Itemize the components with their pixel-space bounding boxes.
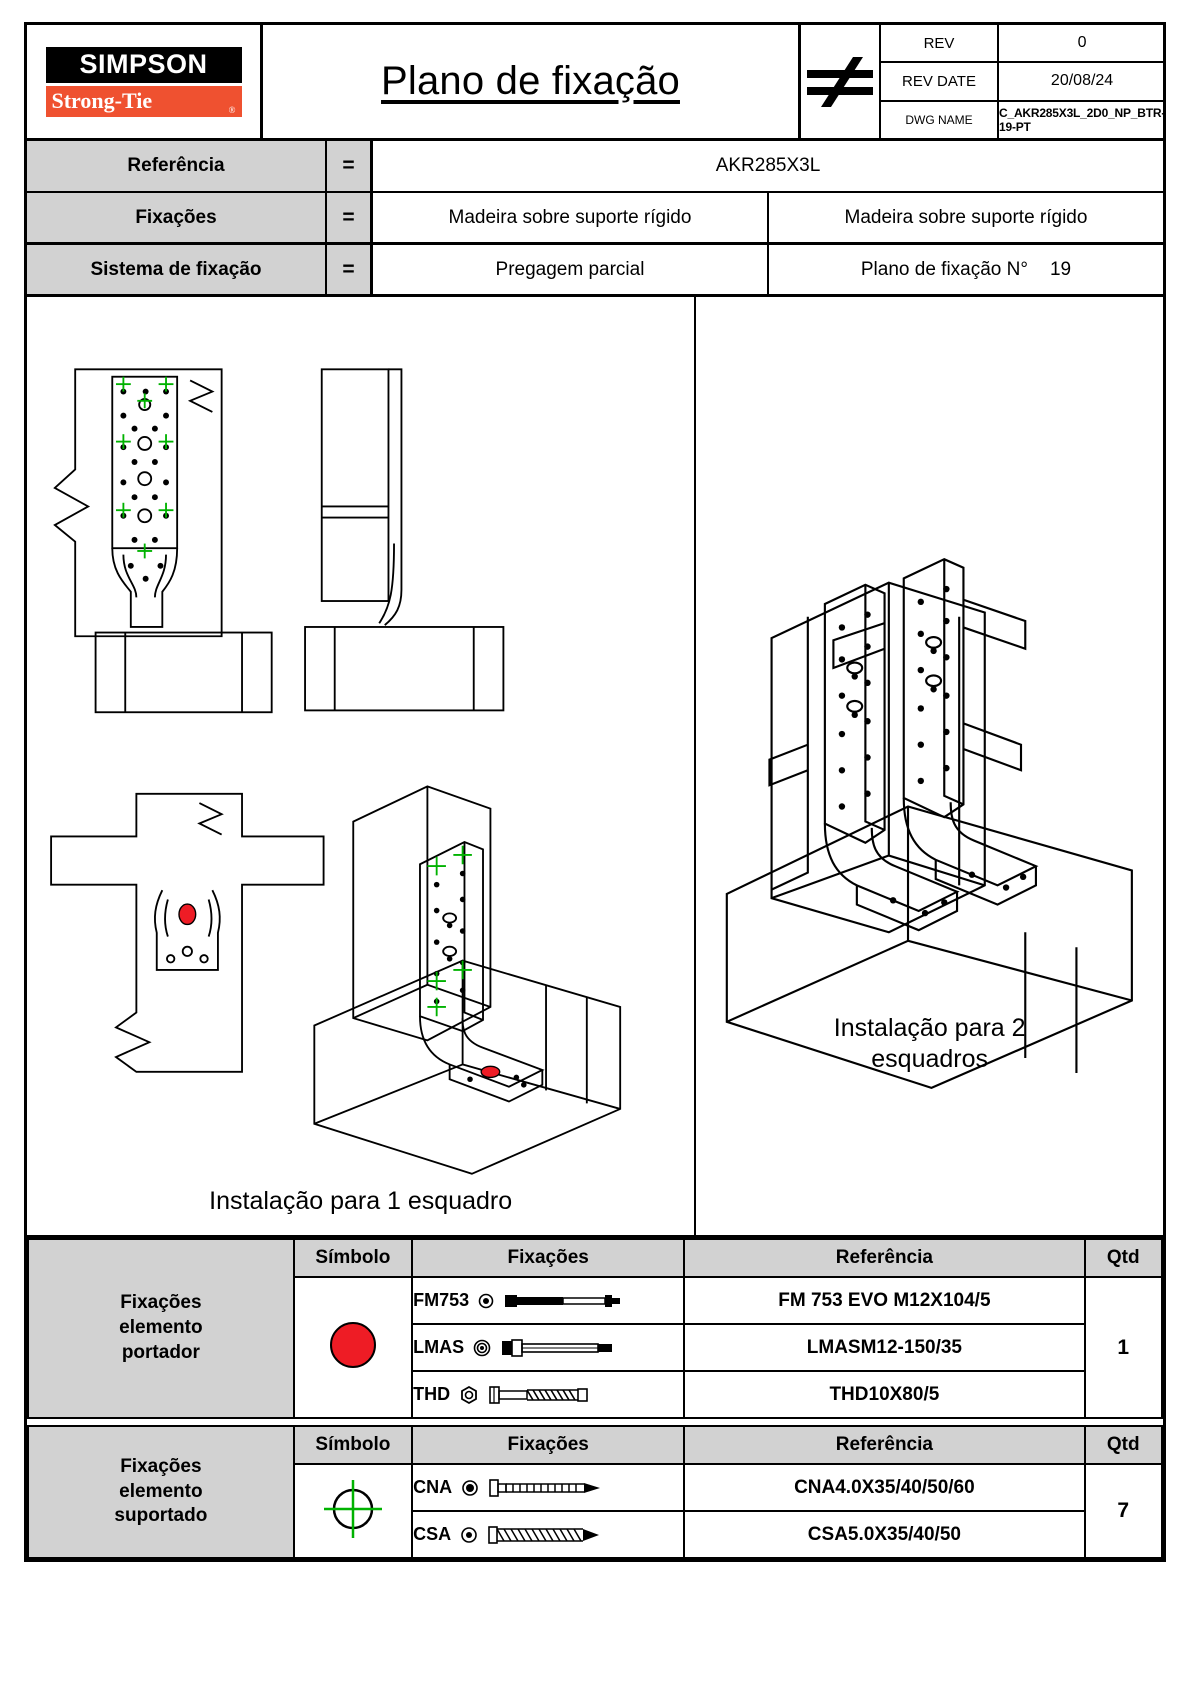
revision-date-row (881, 63, 1165, 101)
info-value-sistema-2 (767, 245, 1163, 294)
drawing-panel-double-bracket (696, 297, 1163, 1235)
info-label-sistema: Sistema de fixação (27, 245, 327, 294)
legend-supporting-element (27, 1238, 1163, 1419)
legend-group-title-2 (28, 1426, 294, 1558)
crosshair-marker (159, 434, 174, 449)
revision-block (801, 25, 1166, 138)
legend-qtd-1: 1 (1085, 1277, 1163, 1418)
legend-fix-cna (412, 1464, 684, 1511)
registered-mark: ® (228, 104, 236, 115)
info-label-fixacoes: Fixações (27, 193, 327, 242)
legend-supported-element (27, 1425, 1163, 1559)
rev-date-label: REV DATE (881, 63, 999, 99)
equals-sign-reference: = (327, 141, 373, 191)
dwg-name-row (881, 102, 1165, 138)
legend-fix-lmas (412, 1324, 684, 1371)
screw-anchor-icon (488, 1385, 608, 1405)
legend-symbol-crosshair (294, 1464, 412, 1558)
logo-strongtie-text (46, 86, 242, 117)
nail-head-icon (461, 1479, 479, 1497)
side-elevation-view (305, 369, 503, 710)
circle-dot-icon (478, 1293, 494, 1309)
legend-ref-csa: CSA5.0X35/40/50 (684, 1511, 1084, 1558)
legend-symbol-red-dot (294, 1277, 412, 1418)
screw-head-icon (460, 1526, 478, 1544)
legend-fix-code-csa: CSA (413, 1524, 452, 1544)
legend-group-title-2-line3: suportado (114, 1505, 208, 1527)
single-bracket-drawings (27, 297, 694, 1235)
legend-header-row-2 (28, 1426, 1162, 1464)
legend-ref-fm753: FM 753 EVO M12X104/5 (684, 1277, 1084, 1324)
legend-head-symbol-2: Símbolo (294, 1426, 412, 1464)
logo-strongtie-label: Strong-Tie (51, 87, 153, 113)
info-row-sistema (27, 245, 1163, 297)
plan-number-wrap (861, 259, 1071, 281)
legend-group-title-1 (28, 1239, 294, 1418)
legend-fix-thd (412, 1371, 684, 1418)
not-equal-symbol-cell (801, 25, 881, 138)
crosshair-marker (159, 503, 174, 518)
anchor-bolt-icon (503, 1291, 623, 1311)
legend-head-fix-1: Fixações (412, 1239, 684, 1277)
crosshair-marker (116, 503, 131, 518)
info-value-fixacoes-2: Madeira sobre suporte rígido (767, 193, 1163, 242)
rev-value: 0 (1077, 34, 1087, 52)
plan-number-value: 19 (1049, 258, 1072, 280)
plan-view (51, 794, 323, 1072)
rev-label: REV (881, 25, 999, 61)
page-title: Plano de fixação (381, 59, 680, 103)
legend-group-title-1-line3: portador (121, 1341, 200, 1363)
crosshair-marker (116, 377, 131, 392)
info-value-reference: AKR285X3L (715, 155, 821, 176)
legend-fix-code-lmas: LMAS (413, 1337, 465, 1357)
legend-group-title-2-line2: elemento (119, 1480, 203, 1502)
rev-date-value: 20/08/24 (1050, 72, 1114, 90)
caption-double-line1: Instalação para 2 (833, 1013, 1026, 1042)
double-bracket-drawing (696, 297, 1163, 1235)
red-dot-symbol-icon (323, 1315, 383, 1375)
green-crosshair-symbol-icon (320, 1478, 386, 1540)
title-block (27, 25, 1166, 141)
hex-bolt-icon (500, 1338, 620, 1358)
legend-head-fix-2: Fixações (412, 1426, 684, 1464)
drawing-panel-single-bracket (27, 297, 696, 1235)
legend-head-symbol-1: Símbolo (294, 1239, 412, 1277)
legend-head-qtd-1: Qtd (1085, 1239, 1163, 1277)
caption-double-line2: esquadros (871, 1044, 989, 1073)
revision-fields (881, 25, 1165, 138)
legend-table-1 (27, 1238, 1163, 1419)
legend-fix-code-fm753: FM753 (413, 1290, 470, 1310)
hex-head-icon (459, 1385, 479, 1405)
legend-header-row-1 (28, 1239, 1162, 1277)
legend-head-ref-2: Referência (684, 1426, 1084, 1464)
legend-fix-csa (412, 1511, 684, 1558)
crosshair-marker (427, 998, 446, 1017)
crosshair-marker (453, 846, 472, 865)
legend-group-title-2-line1: Fixações (120, 1455, 202, 1477)
crosshair-marker (116, 434, 131, 449)
sheet-frame (24, 22, 1166, 1562)
info-label-reference: Referência (27, 141, 327, 191)
equals-sign-fixacoes: = (327, 193, 373, 242)
crosshair-marker (137, 544, 152, 559)
legend-group-title-1-line2: elemento (119, 1317, 203, 1339)
info-value-sistema-1: Pregagem parcial (495, 258, 645, 280)
legend-fix-code-cna: CNA (413, 1477, 453, 1497)
isometric-single-bracket (314, 786, 620, 1173)
info-row-reference (27, 141, 1163, 193)
legend-head-qtd-2: Qtd (1085, 1426, 1163, 1464)
washer-icon (473, 1339, 491, 1357)
info-value-fixacoes-1: Madeira sobre suporte rígido (448, 206, 692, 228)
caption-single-bracket: Instalação para 1 esquadro (209, 1186, 513, 1215)
legend-group-title-1-line1: Fixações (120, 1292, 202, 1314)
front-elevation-view (55, 369, 272, 712)
legend-head-ref-1: Referência (684, 1239, 1084, 1277)
legend-fix-fm753 (412, 1277, 684, 1324)
info-row-fixacoes (27, 193, 1163, 245)
not-equal-icon (801, 53, 879, 111)
document-title-cell (263, 25, 801, 138)
dwg-name-value: C_AKR285X3L_2D0_NP_BTR-19-PT (999, 105, 1166, 134)
drawing-area (27, 297, 1163, 1238)
plan-number-label: Plano de fixação N° (860, 258, 1028, 280)
revision-row (881, 25, 1165, 63)
equals-sign-sistema: = (327, 245, 373, 294)
legend-qtd-2: 7 (1085, 1464, 1163, 1558)
crosshair-marker (159, 377, 174, 392)
legend-ref-lmas: LMASM12-150/35 (684, 1324, 1084, 1371)
dwg-name-label: DWG NAME (881, 102, 999, 138)
wood-screw-icon (487, 1525, 617, 1545)
brand-logo (27, 25, 263, 138)
legend-ref-cna: CNA4.0X35/40/50/60 (684, 1464, 1084, 1511)
legend-ref-thd: THD10X80/5 (684, 1371, 1084, 1418)
legend-table-2 (27, 1425, 1163, 1559)
logo-simpson-text: SIMPSON (46, 47, 242, 83)
ring-nail-icon (488, 1478, 618, 1498)
caption-double-bracket (696, 1013, 1163, 1076)
legend-fix-code-thd: THD (413, 1384, 451, 1404)
